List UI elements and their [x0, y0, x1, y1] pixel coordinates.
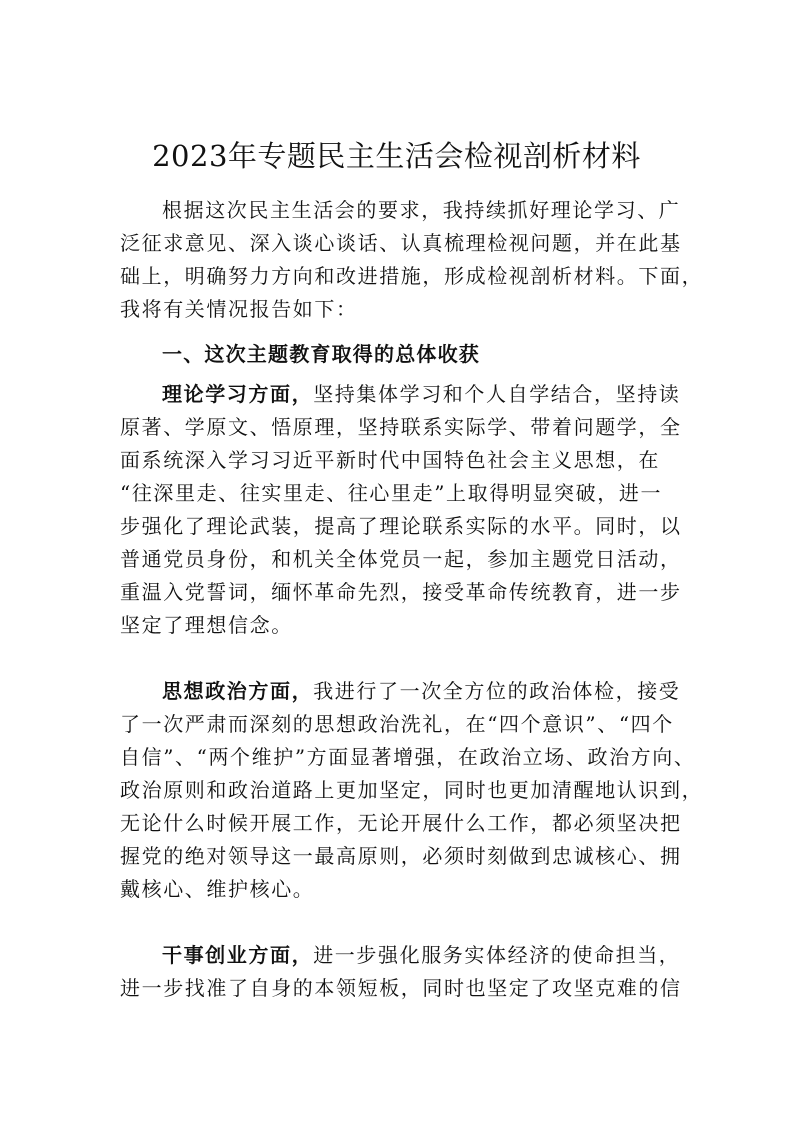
paragraph-line: 政治原则和政治道路上更加坚定，同时也更加清醒地认识到，	[120, 778, 704, 802]
paragraph-text: 进一步强化服务实体经济的使命担当，	[313, 943, 681, 967]
paragraph-lead: 思想政治方面，	[162, 679, 314, 703]
paragraph-line: “往深里走、往实里走、往心里走”上取得明显突破，进一	[120, 481, 663, 505]
paragraph-line: 重温入党誓词，缅怀革命先烈，接受革命传统教育，进一步	[120, 580, 682, 604]
paragraph-line: 戴核心、维护核心。	[120, 877, 315, 901]
paragraph-line: 自信”、“两个维护”方面显著增强，在政治立场、政治方向、	[120, 745, 696, 769]
paragraph-line: 步强化了理论武装，提高了理论联系实际的水平。同时，以	[120, 514, 682, 538]
paragraph-lead: 理论学习方面，	[162, 382, 314, 406]
paragraph-line: 进一步找准了自身的本领短板，同时也坚定了攻坚克难的信	[120, 976, 682, 1000]
paragraph-lead: 干事创业方面，	[162, 943, 314, 967]
paragraph-line	[162, 380, 680, 408]
paragraph-line: 础上，明确努力方向和改进措施，形成检视剖析材料。下面，	[120, 264, 704, 288]
paragraph-line	[162, 677, 680, 705]
paragraph-line	[162, 941, 680, 969]
paragraph-line: 无论什么时候开展工作，无论开展什么工作，都必须坚决把	[120, 811, 682, 835]
document-title: 2023年专题民主生活会检视剖析材料	[152, 139, 641, 173]
paragraph-line: 面系统深入学习习近平新时代中国特色社会主义思想，在	[120, 448, 660, 472]
paragraph-line: 泛征求意见、深入谈心谈话、认真梳理检视问题，并在此基	[120, 231, 682, 255]
paragraph-text: 我进行了一次全方位的政治体检，接受	[313, 679, 681, 703]
paragraph-line: 了一次严肃而深刻的思想政治洗礼，在“四个意识”、“四个	[120, 712, 674, 736]
paragraph-line: 根据这次民主生活会的要求，我持续抓好理论学习、广	[162, 198, 681, 222]
paragraph-line: 原著、学原文、悟原理，坚持联系实际学、带着问题学，全	[120, 415, 682, 439]
paragraph-line: 坚定了理想信念。	[120, 613, 293, 637]
paragraph-line: 我将有关情况报告如下：	[120, 297, 358, 321]
paragraph-line: 握党的绝对领导这一最高原则，必须时刻做到忠诚核心、拥	[120, 844, 682, 868]
section-heading: 一、这次主题教育取得的总体收获	[162, 342, 480, 366]
paragraph-line: 普通党员身份，和机关全体党员一起，参加主题党日活动，	[120, 547, 682, 571]
paragraph-text: 坚持集体学习和个人自学结合，坚持读	[313, 382, 681, 406]
